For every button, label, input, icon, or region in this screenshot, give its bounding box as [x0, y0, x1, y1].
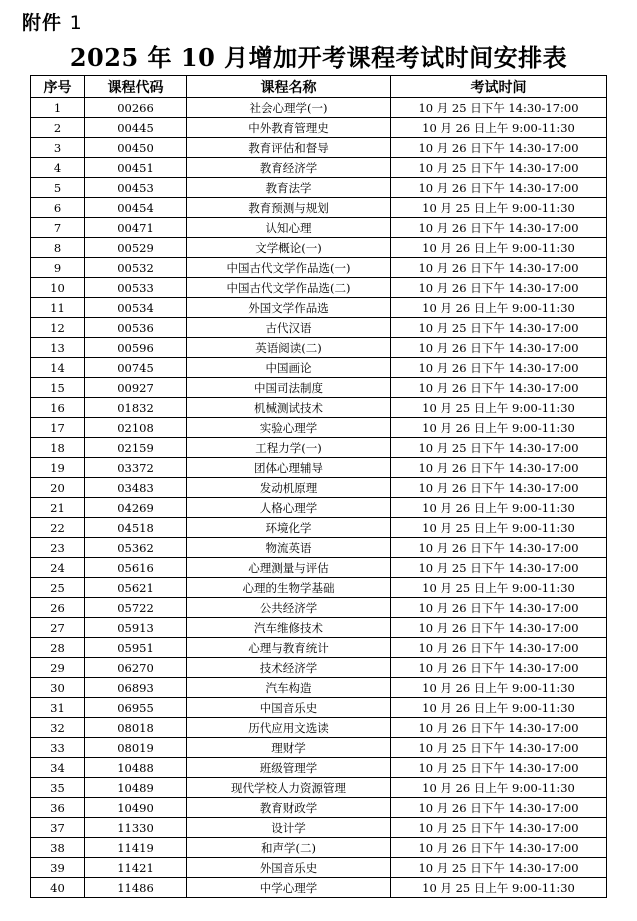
table-row [31, 618, 607, 638]
table-row [31, 858, 607, 878]
cell-course-code: 11421 [85, 858, 187, 878]
cell-course-code: 00927 [85, 378, 187, 398]
table-row [31, 778, 607, 798]
column-header-course-name: 课程名称 [187, 76, 391, 98]
cell-exam-time: 10 月 25 日上午 9:00-11:30 [391, 398, 607, 418]
cell-course-code: 00533 [85, 278, 187, 298]
cell-exam-time: 10 月 26 日下午 14:30-17:00 [391, 258, 607, 278]
cell-course-name: 外国文学作品选 [187, 298, 391, 318]
cell-index: 38 [31, 838, 85, 858]
cell-course-name: 团体心理辅导 [187, 458, 391, 478]
cell-exam-time: 10 月 26 日下午 14:30-17:00 [391, 338, 607, 358]
table-row [31, 158, 607, 178]
cell-index: 9 [31, 258, 85, 278]
cell-course-code: 06893 [85, 678, 187, 698]
table-row [31, 698, 607, 718]
cell-course-code: 11330 [85, 818, 187, 838]
cell-course-code: 00471 [85, 218, 187, 238]
table-row [31, 438, 607, 458]
table-row [31, 258, 607, 278]
cell-exam-time: 10 月 25 日下午 14:30-17:00 [391, 758, 607, 778]
table-header-row [31, 76, 607, 98]
cell-exam-time: 10 月 26 日下午 14:30-17:00 [391, 798, 607, 818]
cell-course-name: 汽车维修技术 [187, 618, 391, 638]
cell-exam-time: 10 月 25 日下午 14:30-17:00 [391, 438, 607, 458]
cell-course-name: 公共经济学 [187, 598, 391, 618]
cell-course-name: 班级管理学 [187, 758, 391, 778]
cell-course-code: 05722 [85, 598, 187, 618]
cell-course-code: 00445 [85, 118, 187, 138]
cell-course-code: 05616 [85, 558, 187, 578]
cell-exam-time: 10 月 26 日上午 9:00-11:30 [391, 778, 607, 798]
cell-index: 7 [31, 218, 85, 238]
cell-index: 4 [31, 158, 85, 178]
cell-index: 37 [31, 818, 85, 838]
cell-course-name: 中国音乐史 [187, 698, 391, 718]
table-row [31, 378, 607, 398]
cell-index: 30 [31, 678, 85, 698]
table-row [31, 318, 607, 338]
cell-exam-time: 10 月 26 日下午 14:30-17:00 [391, 538, 607, 558]
cell-index: 12 [31, 318, 85, 338]
cell-index: 33 [31, 738, 85, 758]
table-row [31, 498, 607, 518]
cell-course-code: 00536 [85, 318, 187, 338]
exam-schedule-table [30, 75, 607, 898]
cell-index: 34 [31, 758, 85, 778]
cell-index: 32 [31, 718, 85, 738]
cell-course-code: 10490 [85, 798, 187, 818]
cell-course-code: 00534 [85, 298, 187, 318]
cell-course-name: 中学心理学 [187, 878, 391, 898]
cell-course-name: 中国古代文学作品选(二) [187, 278, 391, 298]
cell-exam-time: 10 月 26 日下午 14:30-17:00 [391, 638, 607, 658]
table-row [31, 718, 607, 738]
attachment-label-text: 附件 [22, 12, 63, 34]
cell-index: 14 [31, 358, 85, 378]
cell-index: 15 [31, 378, 85, 398]
column-header-exam-time: 考试时间 [391, 76, 607, 98]
cell-course-name: 中国画论 [187, 358, 391, 378]
cell-index: 6 [31, 198, 85, 218]
table-row [31, 478, 607, 498]
table-row [31, 538, 607, 558]
cell-course-code: 00745 [85, 358, 187, 378]
cell-index: 13 [31, 338, 85, 358]
table-row [31, 238, 607, 258]
cell-course-name: 教育经济学 [187, 158, 391, 178]
cell-exam-time: 10 月 26 日下午 14:30-17:00 [391, 598, 607, 618]
cell-index: 24 [31, 558, 85, 578]
cell-course-code: 05362 [85, 538, 187, 558]
cell-course-name: 人格心理学 [187, 498, 391, 518]
table-row [31, 198, 607, 218]
cell-exam-time: 10 月 25 日下午 14:30-17:00 [391, 818, 607, 838]
cell-index: 40 [31, 878, 85, 898]
cell-exam-time: 10 月 26 日下午 14:30-17:00 [391, 458, 607, 478]
cell-index: 10 [31, 278, 85, 298]
cell-course-name: 心理测量与评估 [187, 558, 391, 578]
cell-index: 20 [31, 478, 85, 498]
cell-course-name: 汽车构造 [187, 678, 391, 698]
cell-course-code: 00453 [85, 178, 187, 198]
table-row [31, 118, 607, 138]
cell-course-code: 10488 [85, 758, 187, 778]
table-row [31, 178, 607, 198]
cell-index: 36 [31, 798, 85, 818]
cell-course-name: 文学概论(一) [187, 238, 391, 258]
table-row [31, 738, 607, 758]
cell-exam-time: 10 月 25 日上午 9:00-11:30 [391, 878, 607, 898]
table-row [31, 678, 607, 698]
cell-course-name: 教育评估和督导 [187, 138, 391, 158]
attachment-label [22, 8, 83, 35]
cell-course-name: 教育法学 [187, 178, 391, 198]
cell-course-name: 设计学 [187, 818, 391, 838]
cell-course-code: 08018 [85, 718, 187, 738]
cell-index: 26 [31, 598, 85, 618]
cell-course-name: 心理与教育统计 [187, 638, 391, 658]
cell-index: 16 [31, 398, 85, 418]
attachment-number: 1 [69, 12, 83, 34]
table-row [31, 798, 607, 818]
table-body [31, 98, 607, 898]
cell-index: 29 [31, 658, 85, 678]
table-row [31, 518, 607, 538]
cell-course-code: 08019 [85, 738, 187, 758]
cell-course-code: 00529 [85, 238, 187, 258]
cell-exam-time: 10 月 26 日下午 14:30-17:00 [391, 838, 607, 858]
cell-index: 17 [31, 418, 85, 438]
cell-course-code: 06955 [85, 698, 187, 718]
cell-course-code: 00596 [85, 338, 187, 358]
cell-index: 28 [31, 638, 85, 658]
cell-course-name: 发动机原理 [187, 478, 391, 498]
cell-index: 19 [31, 458, 85, 478]
cell-course-name: 实验心理学 [187, 418, 391, 438]
cell-exam-time: 10 月 26 日上午 9:00-11:30 [391, 678, 607, 698]
cell-exam-time: 10 月 25 日下午 14:30-17:00 [391, 318, 607, 338]
cell-exam-time: 10 月 25 日上午 9:00-11:30 [391, 518, 607, 538]
cell-course-name: 教育财政学 [187, 798, 391, 818]
cell-course-code: 04518 [85, 518, 187, 538]
table-row [31, 658, 607, 678]
cell-course-name: 教育预测与规划 [187, 198, 391, 218]
cell-exam-time: 10 月 26 日上午 9:00-11:30 [391, 238, 607, 258]
cell-index: 18 [31, 438, 85, 458]
table-row [31, 878, 607, 898]
cell-course-name: 物流英语 [187, 538, 391, 558]
table-row [31, 578, 607, 598]
table-row [31, 758, 607, 778]
cell-course-name: 机械测试技术 [187, 398, 391, 418]
cell-course-name: 现代学校人力资源管理 [187, 778, 391, 798]
cell-index: 8 [31, 238, 85, 258]
cell-course-name: 历代应用文选读 [187, 718, 391, 738]
table-row [31, 218, 607, 238]
cell-index: 2 [31, 118, 85, 138]
cell-course-code: 01832 [85, 398, 187, 418]
cell-course-code: 03483 [85, 478, 187, 498]
cell-index: 23 [31, 538, 85, 558]
table-row [31, 278, 607, 298]
cell-course-code: 00266 [85, 98, 187, 118]
cell-index: 35 [31, 778, 85, 798]
cell-course-code: 10489 [85, 778, 187, 798]
cell-exam-time: 10 月 26 日下午 14:30-17:00 [391, 358, 607, 378]
cell-course-name: 社会心理学(一) [187, 98, 391, 118]
cell-exam-time: 10 月 26 日上午 9:00-11:30 [391, 118, 607, 138]
table-row [31, 598, 607, 618]
cell-exam-time: 10 月 26 日上午 9:00-11:30 [391, 498, 607, 518]
cell-exam-time: 10 月 25 日下午 14:30-17:00 [391, 158, 607, 178]
table-row [31, 838, 607, 858]
cell-index: 25 [31, 578, 85, 598]
table-row [31, 138, 607, 158]
cell-course-code: 00451 [85, 158, 187, 178]
cell-exam-time: 10 月 25 日上午 9:00-11:30 [391, 578, 607, 598]
table-row [31, 98, 607, 118]
table-row [31, 298, 607, 318]
cell-course-name: 外国音乐史 [187, 858, 391, 878]
cell-exam-time: 10 月 26 日下午 14:30-17:00 [391, 178, 607, 198]
page-title: 2025 年 10 月增加开考课程考试时间安排表 [69, 43, 568, 72]
cell-exam-time: 10 月 26 日下午 14:30-17:00 [391, 618, 607, 638]
cell-index: 39 [31, 858, 85, 878]
cell-course-name: 理财学 [187, 738, 391, 758]
table-row [31, 358, 607, 378]
cell-exam-time: 10 月 26 日上午 9:00-11:30 [391, 298, 607, 318]
table-row [31, 418, 607, 438]
cell-course-name: 英语阅读(二) [187, 338, 391, 358]
cell-course-code: 05913 [85, 618, 187, 638]
cell-course-code: 05951 [85, 638, 187, 658]
cell-index: 21 [31, 498, 85, 518]
cell-exam-time: 10 月 25 日下午 14:30-17:00 [391, 858, 607, 878]
cell-exam-time: 10 月 25 日下午 14:30-17:00 [391, 738, 607, 758]
cell-course-code: 00450 [85, 138, 187, 158]
cell-course-name: 环境化学 [187, 518, 391, 538]
column-header-course-code: 课程代码 [85, 76, 187, 98]
cell-exam-time: 10 月 26 日下午 14:30-17:00 [391, 658, 607, 678]
table-row [31, 398, 607, 418]
cell-course-name: 心理的生物学基础 [187, 578, 391, 598]
table-row [31, 458, 607, 478]
cell-course-code: 11419 [85, 838, 187, 858]
cell-index: 5 [31, 178, 85, 198]
cell-course-name: 认知心理 [187, 218, 391, 238]
cell-exam-time: 10 月 25 日上午 9:00-11:30 [391, 198, 607, 218]
cell-exam-time: 10 月 26 日下午 14:30-17:00 [391, 718, 607, 738]
cell-exam-time: 10 月 25 日下午 14:30-17:00 [391, 98, 607, 118]
table-row [31, 558, 607, 578]
cell-course-code: 06270 [85, 658, 187, 678]
cell-course-code: 03372 [85, 458, 187, 478]
cell-index: 11 [31, 298, 85, 318]
cell-course-name: 工程力学(一) [187, 438, 391, 458]
cell-course-code: 00454 [85, 198, 187, 218]
cell-index: 22 [31, 518, 85, 538]
cell-index: 27 [31, 618, 85, 638]
cell-index: 3 [31, 138, 85, 158]
cell-index: 1 [31, 98, 85, 118]
cell-course-name: 古代汉语 [187, 318, 391, 338]
cell-course-name: 中国古代文学作品选(一) [187, 258, 391, 278]
cell-index: 31 [31, 698, 85, 718]
cell-exam-time: 10 月 26 日下午 14:30-17:00 [391, 278, 607, 298]
table-row [31, 638, 607, 658]
cell-exam-time: 10 月 26 日下午 14:30-17:00 [391, 378, 607, 398]
cell-course-code: 04269 [85, 498, 187, 518]
cell-course-name: 技术经济学 [187, 658, 391, 678]
cell-course-code: 05621 [85, 578, 187, 598]
cell-course-code: 02108 [85, 418, 187, 438]
cell-course-name: 中国司法制度 [187, 378, 391, 398]
table-row [31, 818, 607, 838]
cell-course-code: 02159 [85, 438, 187, 458]
table-row [31, 338, 607, 358]
cell-exam-time: 10 月 26 日下午 14:30-17:00 [391, 218, 607, 238]
cell-course-name: 和声学(二) [187, 838, 391, 858]
cell-exam-time: 10 月 26 日上午 9:00-11:30 [391, 418, 607, 438]
cell-exam-time: 10 月 26 日下午 14:30-17:00 [391, 478, 607, 498]
cell-course-name: 中外教育管理史 [187, 118, 391, 138]
cell-exam-time: 10 月 26 日下午 14:30-17:00 [391, 138, 607, 158]
cell-course-code: 11486 [85, 878, 187, 898]
cell-exam-time: 10 月 25 日下午 14:30-17:00 [391, 558, 607, 578]
cell-exam-time: 10 月 26 日上午 9:00-11:30 [391, 698, 607, 718]
column-header-index: 序号 [31, 76, 85, 98]
cell-course-code: 00532 [85, 258, 187, 278]
